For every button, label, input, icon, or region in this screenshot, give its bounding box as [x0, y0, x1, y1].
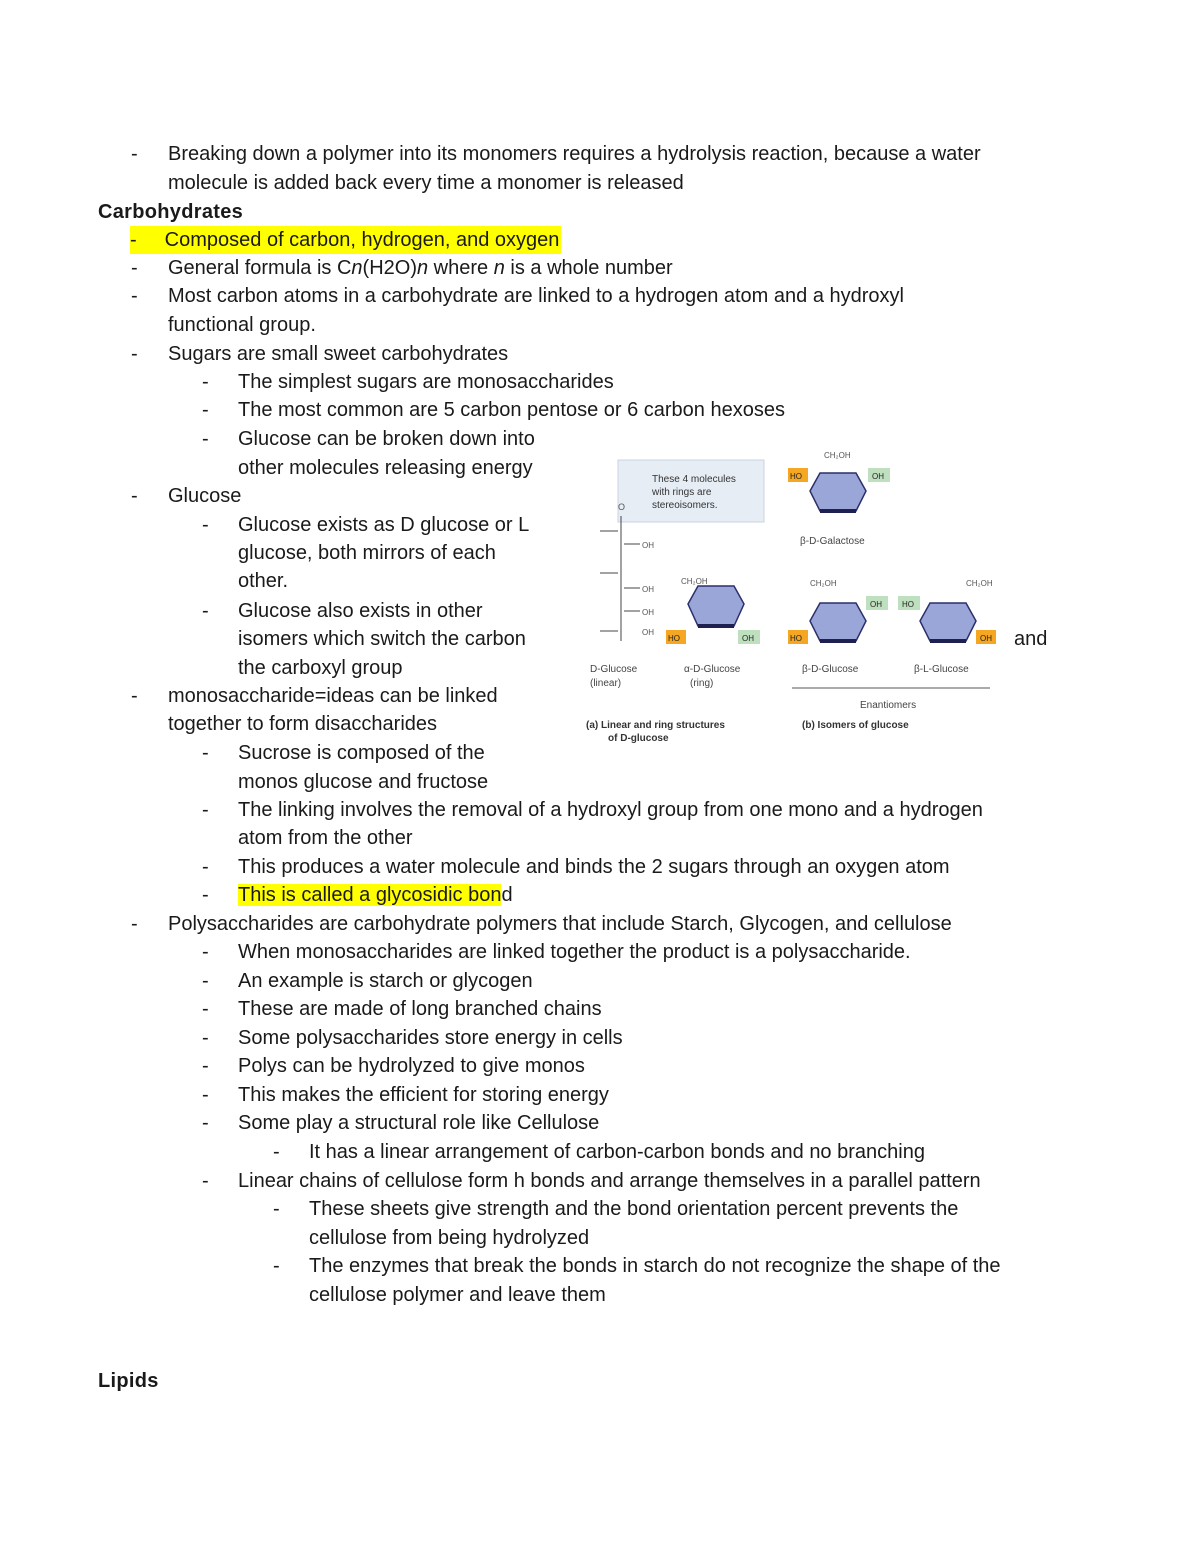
text-line: This produces a water molecule and binds the 2 sugars through an oxygen atom: [238, 856, 950, 878]
glucose-isomers-figure: [578, 436, 1008, 752]
bullet-dash: -: [202, 742, 209, 764]
text-line: Glucose also exists in other: [238, 600, 483, 622]
oh-label: OH: [980, 634, 992, 643]
beta-l-glucose-label: β-L-Glucose: [914, 664, 969, 675]
ch2oh-label: CH₂OH: [681, 577, 708, 586]
text-line: the carboxyl group: [238, 657, 403, 679]
atom-label: OH: [642, 585, 654, 594]
text-line: Glucose: [168, 485, 242, 507]
text-line: other molecules releasing energy: [238, 457, 533, 479]
oh-label: OH: [742, 634, 754, 643]
highlighted-line: [130, 226, 561, 254]
text-line: glucose, both mirrors of each: [238, 542, 496, 564]
bullet-dash: -: [202, 1112, 209, 1134]
text-line: cellulose from being hydrolyzed: [309, 1227, 590, 1249]
ch2oh-label: CH₂OH: [966, 579, 993, 588]
text-line: atom from the other: [238, 827, 413, 849]
atom-label: O: [618, 502, 626, 512]
bullet-dash: -: [202, 600, 209, 622]
text-line: When monosaccharides are linked together the product is a polysaccharide.: [238, 941, 911, 963]
alpha-glucose-label: α-D-Glucose: [684, 664, 741, 675]
text-line: Polysaccharides are carbohydrate polymers that include Starch, Glycogen, and cellulose: [168, 913, 952, 935]
bullet-dash: -: [202, 998, 209, 1020]
oh-label: OH: [872, 472, 884, 481]
atom-label: OH: [642, 541, 654, 550]
text-line: isomers which switch the carbon: [238, 628, 526, 650]
callout-text: with rings are: [652, 487, 712, 498]
atom-label: OH: [642, 608, 654, 617]
text-line: Breaking down a polymer into its monomers requires a hydrolysis reaction, because a water: [168, 143, 981, 165]
bullet-dash: -: [202, 371, 209, 393]
text-line: This makes the efficient for storing energy: [238, 1084, 609, 1106]
bullet-dash: -: [273, 1198, 280, 1220]
caption-a: (a) Linear and ring structures: [586, 720, 725, 731]
callout-text: stereoisomers.: [652, 500, 718, 511]
text-line: other.: [238, 570, 289, 592]
text-line: These sheets give strength and the bond orientation percent prevents the: [309, 1198, 959, 1220]
bullet-dash: -: [202, 856, 209, 878]
bullet-dash: -: [202, 941, 209, 963]
text-line: These are made of long branched chains: [238, 998, 602, 1020]
bullet-dash: -: [202, 1027, 209, 1049]
text-line: Some play a structural role like Cellulose: [238, 1112, 600, 1134]
text-fragment: (H2O): [362, 257, 417, 279]
atom-label: OH: [642, 628, 654, 637]
text-line: The simplest sugars are monosaccharides: [238, 371, 614, 393]
text-line: monosaccharide=ideas can be linked: [168, 685, 498, 707]
text-fragment: is a whole number: [504, 257, 673, 279]
text-fragment: n: [416, 257, 429, 279]
bullet-dash: -: [131, 343, 138, 365]
bullet-dash: -: [130, 229, 137, 251]
text-fragment: General formula is C: [168, 257, 352, 279]
text-line: Polys can be hydrolyzed to give monos: [238, 1055, 585, 1077]
linear-glucose-label: D-Glucose: [590, 664, 638, 675]
bullet-dash: -: [131, 685, 138, 707]
bullet-dash: -: [131, 143, 138, 165]
text-line: The linking involves the removal of a hydroxyl group from one mono and a hydrogen: [238, 799, 983, 821]
bullet-dash: -: [273, 1255, 280, 1277]
text-line: It has a linear arrangement of carbon-carbon bonds and no branching: [309, 1141, 925, 1163]
text-line: The enzymes that break the bonds in starch do not recognize the shape of the: [309, 1255, 1001, 1277]
bullet-dash: -: [273, 1141, 280, 1163]
bullet-dash: -: [131, 913, 138, 935]
text-line: monos glucose and fructose: [238, 771, 489, 793]
caption-b: (b) Isomers of glucose: [802, 720, 909, 731]
ho-label: HO: [790, 472, 802, 481]
callout-text: These 4 molecules: [652, 474, 736, 485]
text-line: functional group.: [168, 314, 316, 336]
alpha-glucose-label: (ring): [690, 678, 714, 689]
beta-d-glucose-label: β-D-Glucose: [802, 664, 859, 675]
bullet-dash: -: [202, 399, 209, 421]
heading-lipids: Lipids: [98, 1370, 159, 1392]
ho-label: HO: [790, 634, 802, 643]
bullet-dash: -: [202, 514, 209, 536]
text-line: Linear chains of cellulose form h bonds and arrange themselves in a parallel pattern: [238, 1170, 981, 1192]
text-line: Composed of carbon, hydrogen, and oxygen: [164, 229, 560, 251]
text-line: Some polysaccharides store energy in cells: [238, 1027, 623, 1049]
bullet-dash: -: [202, 884, 209, 906]
text-line: Sucrose is composed of the: [238, 742, 485, 764]
enantiomers-label: Enantiomers: [860, 700, 917, 711]
highlighted-line: [238, 881, 513, 909]
caption-a: of D-glucose: [608, 733, 669, 744]
text-line: The most common are 5 carbon pentose or 6 carbon hexoses: [238, 399, 785, 421]
text-line: An example is starch or glycogen: [238, 970, 533, 992]
text-line: Sugars are small sweet carbohydrates: [168, 343, 509, 365]
text-fragment: n: [493, 257, 505, 279]
ch2oh-label: CH₂OH: [810, 579, 837, 588]
bullet-dash: -: [131, 485, 138, 507]
bullet-dash: -: [131, 257, 138, 279]
bullet-dash: -: [202, 970, 209, 992]
bullet-dash: -: [202, 799, 209, 821]
linear-glucose-structure: [600, 516, 640, 641]
heading-carbohydrates: Carbohydrates: [98, 201, 244, 223]
text-line: Glucose can be broken down into: [238, 428, 535, 450]
bullet-dash: -: [202, 1055, 209, 1077]
bullet-dash: -: [202, 1084, 209, 1106]
oh-label: OH: [870, 600, 882, 609]
text-fragment: n: [351, 257, 363, 279]
text-line: together to form disaccharides: [168, 713, 438, 735]
text-line: cellulose polymer and leave them: [309, 1284, 606, 1306]
text-line: molecule is added back every time a monomer is released: [168, 172, 684, 194]
bullet-dash: -: [202, 1170, 209, 1192]
ch2oh-label: CH₂OH: [824, 451, 851, 460]
bullet-dash: -: [202, 428, 209, 450]
text-line: Glucose exists as D glucose or L: [238, 514, 530, 536]
text-fragment: where: [428, 257, 494, 279]
bullet-dash: -: [131, 285, 138, 307]
ho-label: HO: [668, 634, 680, 643]
formula-line: [168, 254, 673, 282]
text-fragment: d: [501, 884, 513, 906]
highlight: This is called a glycosidic bon: [238, 884, 502, 906]
linear-glucose-label: (linear): [590, 678, 622, 689]
text-line: and: [1014, 628, 1048, 650]
galactose-label: β-D-Galactose: [800, 536, 865, 547]
ho-label: HO: [902, 600, 914, 609]
text-line: Most carbon atoms in a carbohydrate are linked to a hydrogen atom and a hydroxyl: [168, 285, 904, 307]
